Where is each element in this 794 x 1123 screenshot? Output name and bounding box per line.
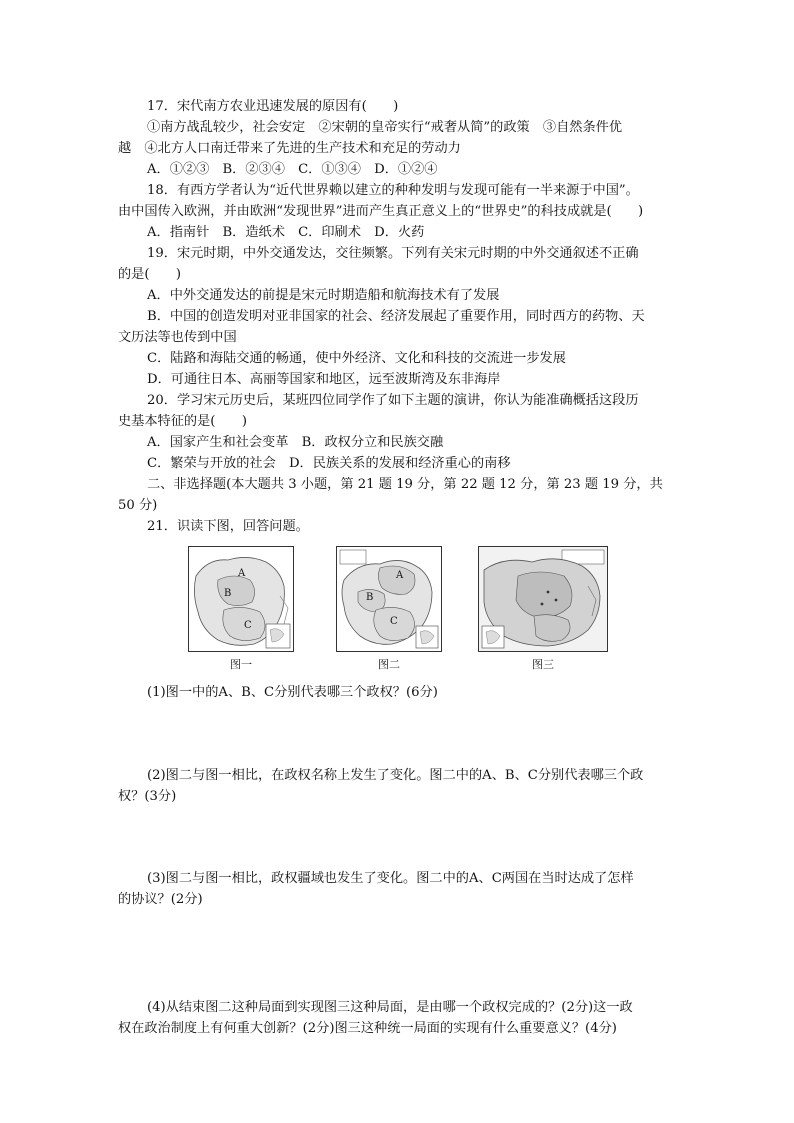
q20-options-2: C．繁荣与开放的社会 D．民族关系的发展和经济重心的南移: [147, 456, 511, 471]
q21-sub-4: (4)从结束图二这种局面到实现图三这种局面，是由哪一个政权完成的？(2分)这一政: [147, 1000, 633, 1015]
q20-line2: 史基本特征的是( ): [118, 414, 247, 429]
q21-sub-4-cont: 权在政治制度上有何重大创新？(2分)图三这种统一局面的实现有什么重要意义？(4分): [118, 1021, 617, 1036]
q21-stem: 21．识读下图，回答问题。: [147, 519, 309, 534]
q19-option-a: A．中外交通发达的前提是宋元时期造船和航海技术有了发展: [147, 288, 500, 303]
q17-options: A．①②③ B．②③④ C．①③④ D．①②④: [147, 162, 438, 177]
section-heading-cont: 50 分): [118, 498, 158, 513]
map2-label-b: B: [366, 592, 374, 603]
map2-label-c: C: [390, 616, 398, 627]
q17-line2: ①南方战乱较少，社会安定 ②宋朝的皇帝实行“戒奢从简”的政策 ③自然条件优: [147, 120, 623, 135]
map-figure-2: [336, 546, 442, 671]
q21-sub-3: (3)图二与图一相比，政权疆域也发生了变化。图二中的A、C两国在当时达成了怎样: [147, 871, 634, 886]
q21-sub-2-cont: 权？(3分): [118, 789, 177, 804]
map-figure-3: [478, 546, 608, 671]
q19-option-d: D．可通往日本、高丽等国家和地区，远至波斯湾及东非海岸: [147, 372, 501, 387]
caption-figure-2: 图二: [378, 658, 400, 671]
map1-label-c: C: [244, 620, 252, 631]
caption-figure-1: 图一: [230, 658, 252, 671]
caption-figure-3: 图三: [532, 658, 554, 671]
map-figure-1: [188, 546, 294, 671]
q21-sub-3-cont: 的协议？(2分): [118, 892, 203, 907]
q19-stem: 19．宋元时期，中外交通发达，交往频繁。下列有关宋元时期的中外交通叙述不正确: [147, 246, 639, 261]
q20-stem: 20．学习宋元历史后，某班四位同学作了如下主题的演讲，你认为能准确概括这段历: [147, 393, 639, 408]
q21-sub-1: (1)图一中的A、B、C分别代表哪三个政权？(6分): [147, 685, 438, 700]
q18-stem: 18．有西方学者认为“近代世界赖以建立的种种发明与发现可能有一半来源于中国”。: [147, 183, 639, 198]
q20-options-1: A．国家产生和社会变革 B．政权分立和民族交融: [147, 435, 444, 450]
q21-maps: [188, 546, 608, 670]
q18-line2: 由中国传入欧洲，并由欧洲“发现世界”进而产生真正意义上的“世界史”的科技成就是( ): [118, 204, 644, 219]
map1-label-a: A: [238, 568, 246, 579]
section-heading: 二、非选择题(本大题共 3 小题，第 21 题 19 分，第 22 题 12 分，第 23 题 19 分，共: [147, 477, 663, 492]
q19-option-c: C．陆路和海陆交通的畅通，使中外经济、文化和科技的交流进一步发展: [147, 351, 566, 366]
q19-line2: 的是( ): [118, 267, 182, 282]
q19-option-b: B．中国的创造发明对亚非国家的社会、经济发展起了重要作用，同时西方的药物、天: [147, 309, 645, 324]
q18-options: A．指南针 B．造纸术 C．印刷术 D．火药: [147, 225, 425, 240]
q21-sub-2: (2)图二与图一相比，在政权名称上发生了变化。图二中的A、B、C分别代表哪三个政: [147, 768, 644, 783]
map1-label-b: B: [224, 588, 232, 599]
map2-label-a: A: [396, 570, 404, 581]
q17-line3: 越 ④北方人口南迁带来了先进的生产技术和充足的劳动力: [118, 141, 461, 156]
q19-option-b-cont: 文历法等也传到中国: [118, 330, 237, 345]
q17-stem: 17．宋代南方农业迅速发展的原因有( ): [147, 99, 399, 114]
